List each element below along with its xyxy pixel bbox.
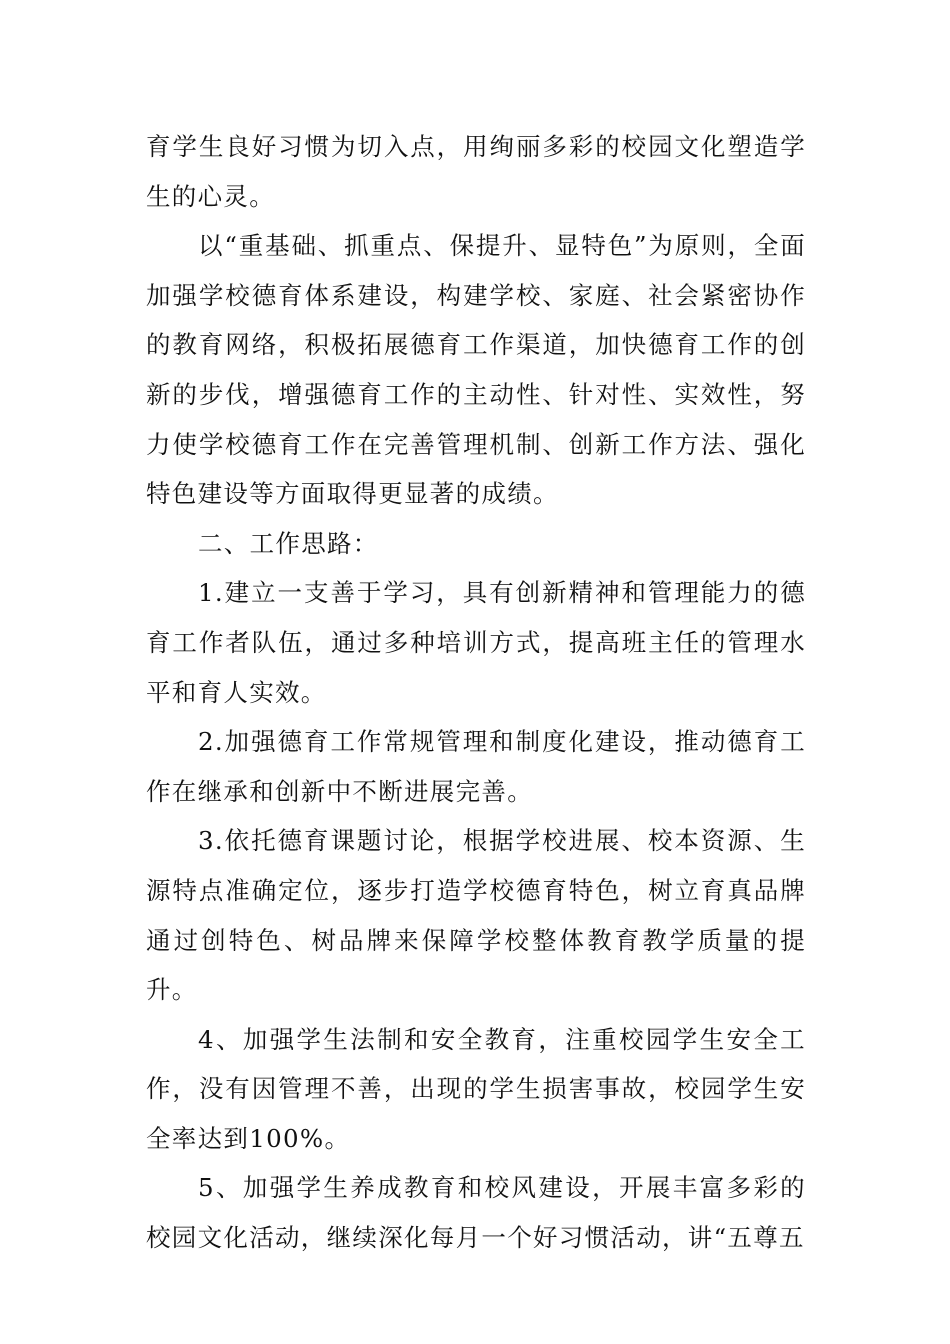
- list-item-3: 3.依托德育课题讨论，根据学校进展、校本资源、生源特点准确定位，逐步打造学校德育特色，树立育真品牌通过创特色、树品牌来保障学校整体教育教学质量的提升。: [146, 826, 806, 1005]
- list-item-5: 5、加强学生养成教育和校风建设，开展丰富多彩的校园文化活动，继续深化每月一个好习惯活动，讲“五尊五: [146, 1173, 806, 1253]
- document-body: [146, 122, 806, 1263]
- list-item-1: 1.建立一支善于学习，具有创新精神和管理能力的德育工作者队伍，通过多种培训方式，提高班主任的管理水平和育人实效。: [146, 578, 806, 707]
- list-item-2: 2.加强德育工作常规管理和制度化建设，推动德育工作在继承和创新中不断进展完善。: [146, 727, 806, 806]
- paragraph-continuation: 育学生良好习惯为切入点，用绚丽多彩的校园文化塑造学生的心灵。: [146, 132, 806, 211]
- list-item-4: 4、加强学生法制和安全教育，注重校园学生安全工作，没有因管理不善，出现的学生损害事故，校园学生安全率达到100%。: [146, 1024, 806, 1153]
- section-heading-work-ideas: 二、工作思路：: [198, 528, 379, 558]
- paragraph-principles: 以“重基础、抓重点、保提升、显特色”为原则，全面加强学校德育体系建设，构建学校、家庭、社会紧密协作的教育网络，积极拓展德育工作渠道，加快德育工作的创新的步伐，增强德育工作的主动性、针对性、实效性，努力使学校德育工作在完善管理机制、创新工作方法、强化特色建设等方面取得更显著的成绩。: [146, 231, 806, 509]
